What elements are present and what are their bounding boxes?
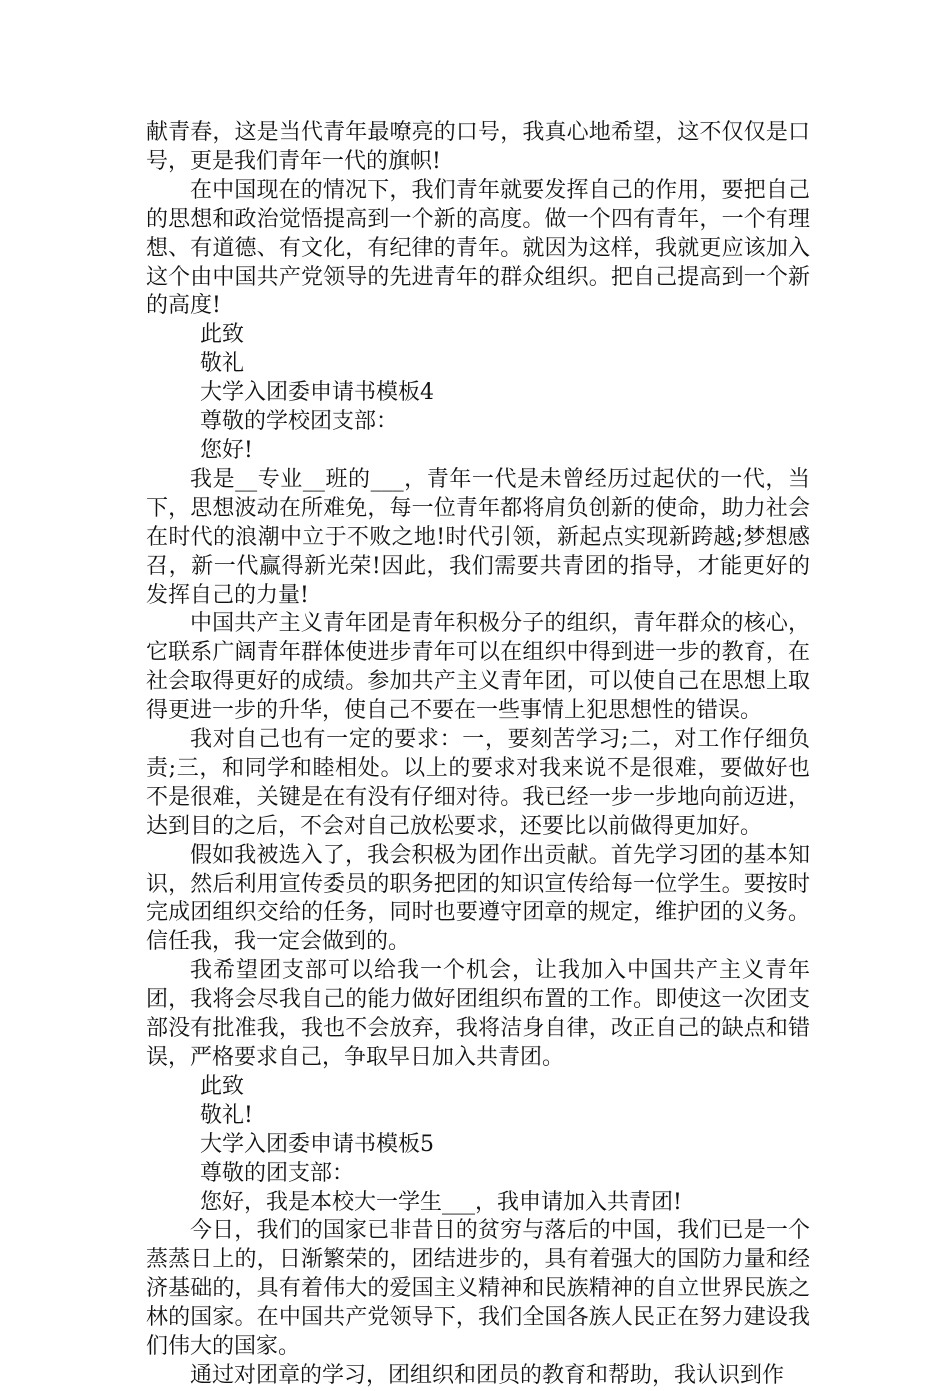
section-title: 大学入团委申请书模板5: [200, 1131, 434, 1157]
section-title: 大学入团委申请书模板4: [200, 380, 434, 406]
paragraph: 我对自己也有一定的要求：一，要刻苦学习;二，对工作仔细负责;三，和同学和睦相处。以上的要求对我来说不是很难，要做好也不是很难，关键是在有没有仔细对待。我已经一步一步地向前迈进，达到目的之后，不会对自己放松要求，还要比以前做得更加好。: [146, 727, 810, 839]
closing-salute: 敬礼: [200, 351, 245, 377]
paragraph: 假如我被选入了，我会积极为团作出贡献。首先学习团的基本知识，然后利用宣传委员的职务把团的知识宣传给每一位学生。要按时完成团组织交给的任务，同时也要遵守团章的规定，维护团的义务。信任我，我一定会做到的。: [146, 842, 810, 955]
paragraph: 献青春，这是当代青年最嘹亮的口号，我真心地希望，这不仅仅是口号，更是我们青年一代的旗帜!: [146, 120, 810, 174]
document-body: [146, 119, 810, 1391]
paragraph: 我希望团支部可以给我一个机会，让我加入中国共产主义青年团，我将会尽我自己的能力做好团组织布置的工作。即使这一次团支部没有批准我，我也不会放弃，我将洁身自律，改正自己的缺点和错误，严格要求自己，争取早日加入共青团。: [146, 958, 810, 1070]
greeting: 您好，我是本校大一学生___，我申请加入共青团!: [200, 1189, 682, 1215]
salutation: 尊敬的团支部：: [200, 1160, 355, 1186]
closing-line: 此致: [200, 322, 245, 348]
closing-salute: 敬礼!: [200, 1102, 253, 1128]
closing-line: 此致: [200, 1073, 245, 1099]
salutation: 尊敬的学校团支部：: [200, 409, 399, 435]
paragraph: 中国共产主义青年团是青年积极分子的组织，青年群众的核心，它联系广阔青年群体使进步青年可以在组织中得到进一步的教育，在社会取得更好的成绩。参加共产主义青年团，可以使自己在思想上取得更进一步的升华，使自己不要在一些事情上犯思想性的错误。: [146, 611, 810, 724]
greeting: 您好!: [200, 437, 253, 463]
paragraph: 我是__专业__班的___，青年一代是未曾经历过起伏的一代，当下，思想波动在所难免，每一位青年都将肩负创新的使命，助力社会在时代的浪潮中立于不败之地!时代引领，新起点实现新跨越;梦想感召，新一代赢得新光荣!因此，我们需要共青团的指导，才能更好的发挥自己的力量!: [146, 466, 810, 608]
paragraph: 在中国现在的情况下，我们青年就要发挥自己的作用，要把自己的思想和政治觉悟提高到一个新的高度。做一个四有青年，一个有理想、有道德、有文化，有纪律的青年。就因为这样，我就更应该加入这个由中国共产党领导的先进青年的群众组织。把自己提高到一个新的高度!: [146, 177, 810, 319]
paragraph: 通过对团章的学习，团组织和团员的教育和帮助，我认识到作: [190, 1362, 785, 1388]
paragraph: 今日，我们的国家已非昔日的贫穷与落后的中国，我们已是一个蒸蒸日上的，日渐繁荣的，团结进步的，具有着强大的国防力量和经济基础的，具有着伟大的爱国主义精神和民族精神的自立世界民族之林的国家。在中国共产党领导下，我们全国各族人民正在努力建设我们伟大的国家。: [146, 1218, 810, 1360]
